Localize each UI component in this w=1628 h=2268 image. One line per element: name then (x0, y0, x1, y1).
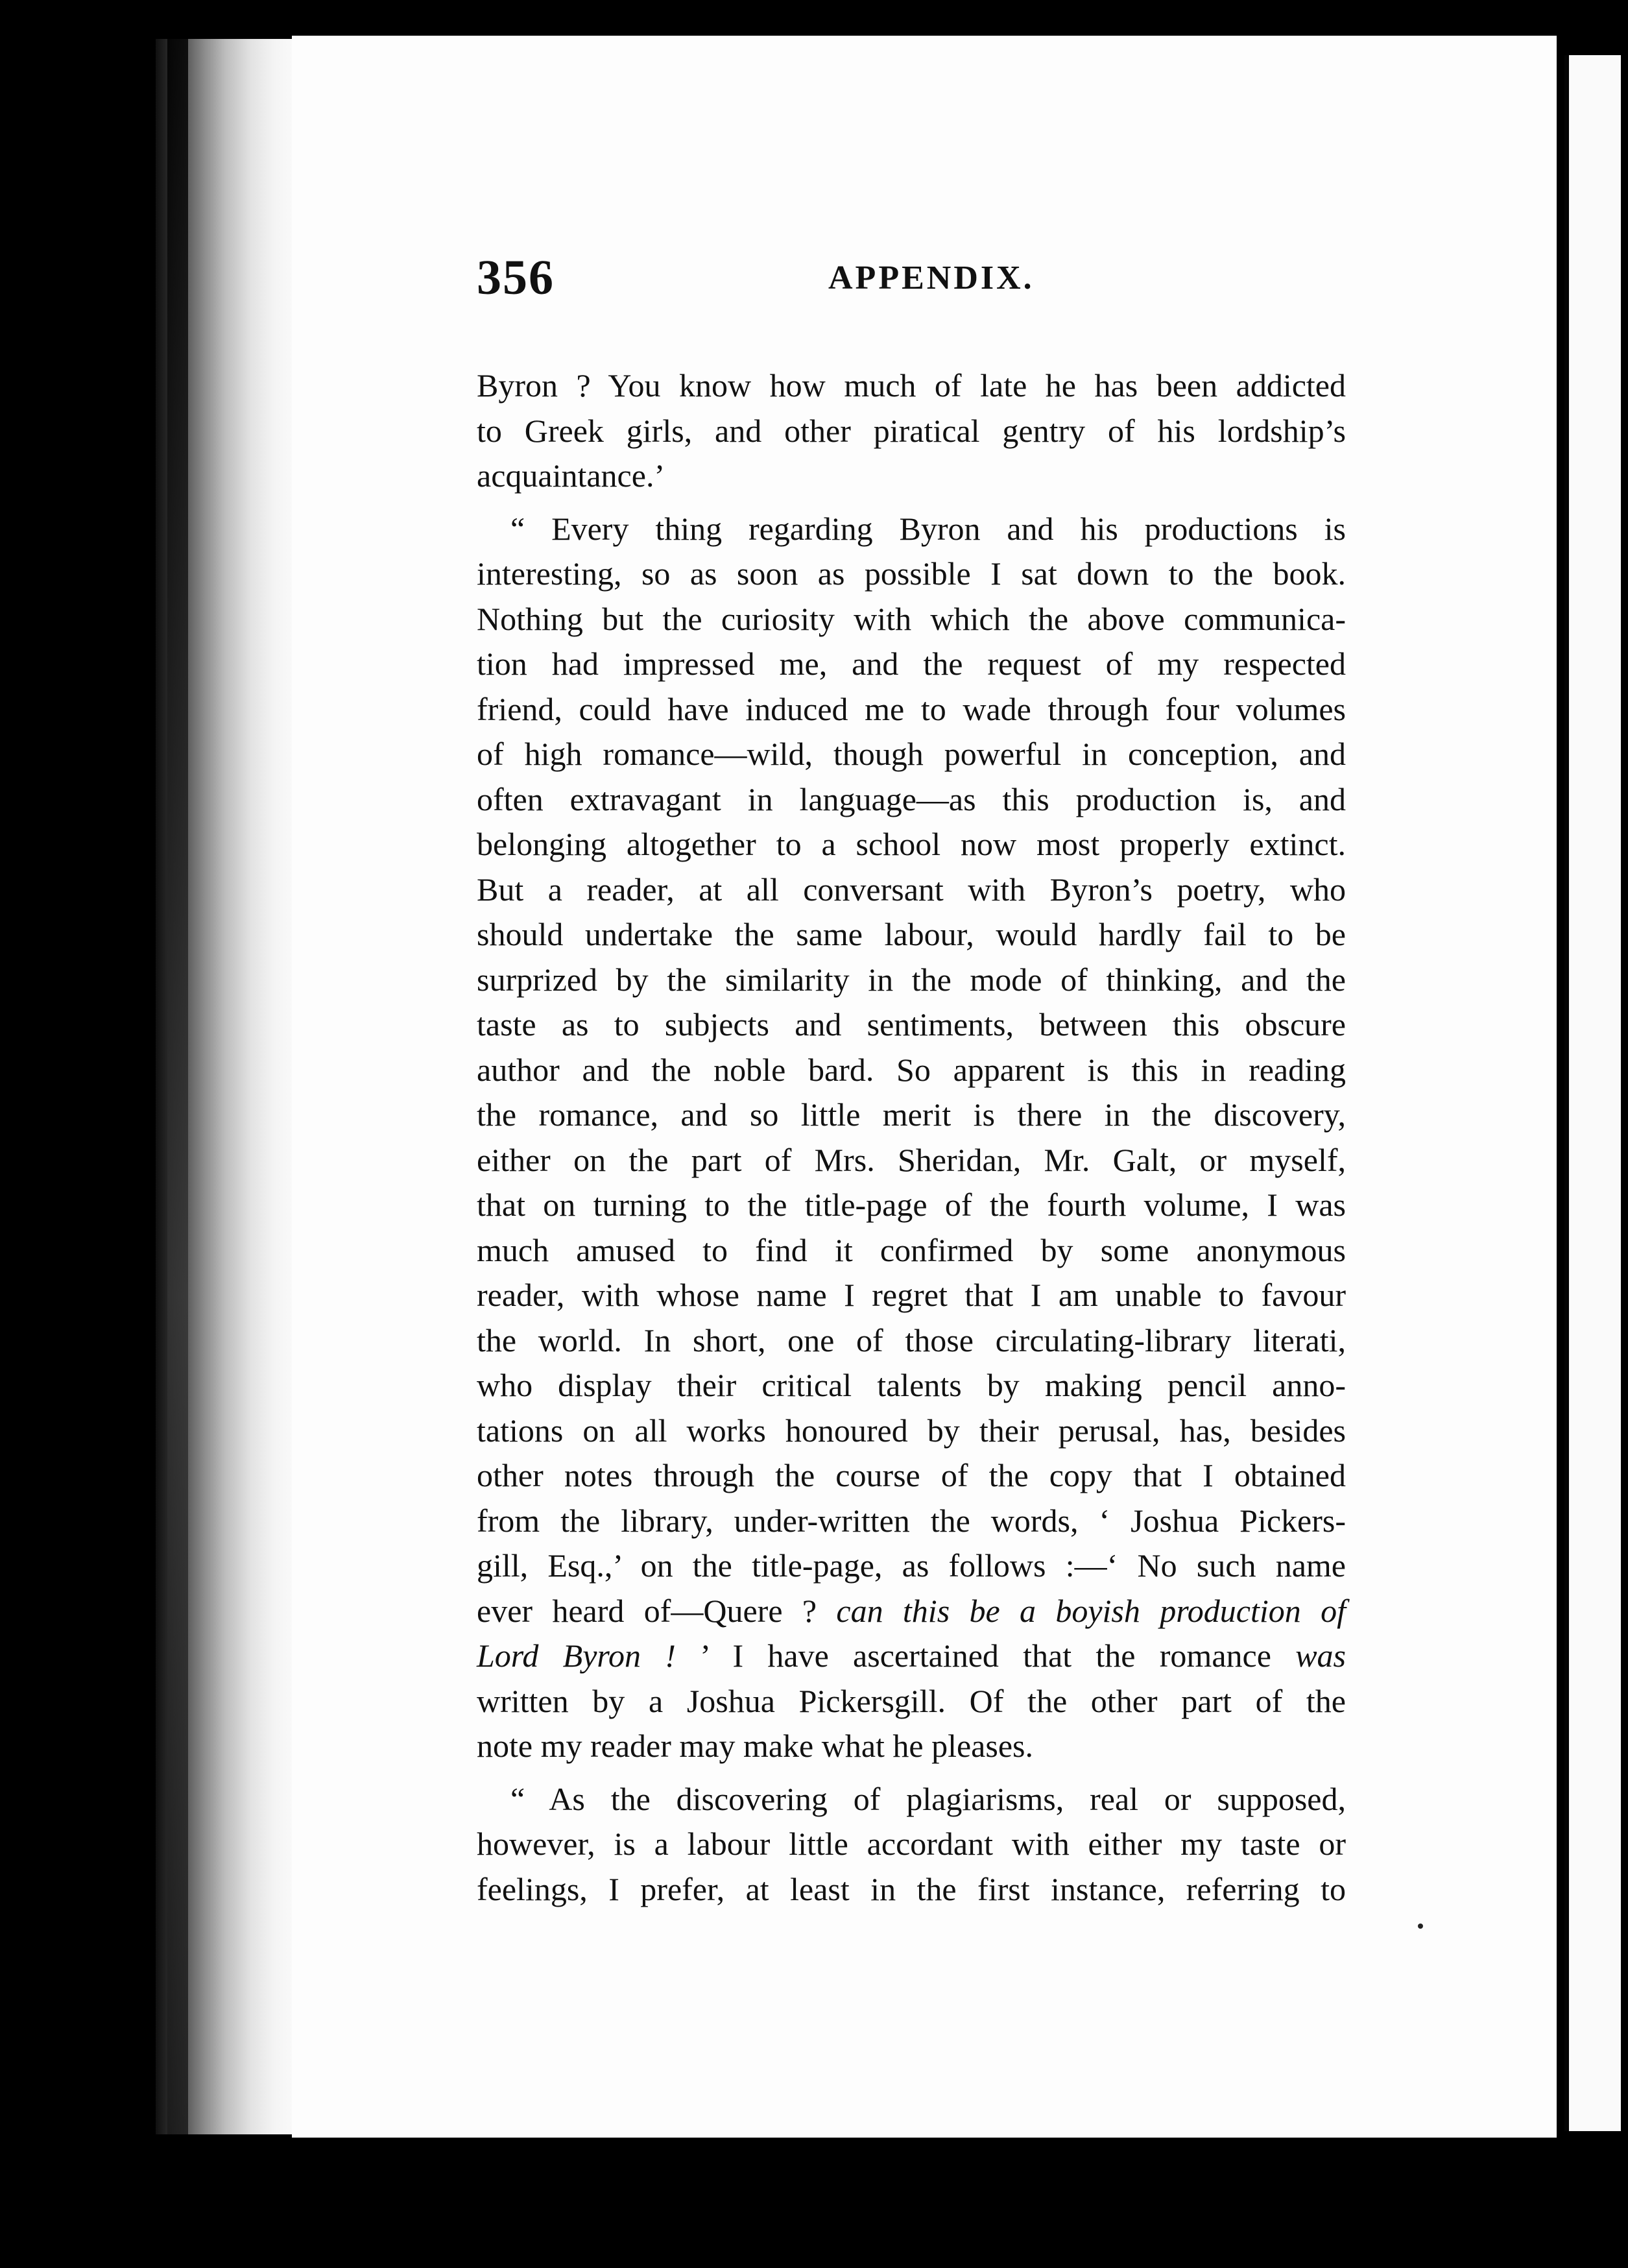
text-line: surprized by the similarity in the mode of thinking, and the (477, 961, 1346, 998)
text-line: either on the part of Mrs. Sheridan, Mr. Galt, or myself, (477, 1141, 1346, 1178)
text-line: other notes through the course of the copy that I obtained (477, 1457, 1346, 1493)
text-line: who display their critical talents by making pencil anno- (477, 1367, 1346, 1403)
body-text (477, 363, 1346, 1912)
text-line: ever heard of—Quere ? can this be a boyish production of (477, 1592, 1347, 1629)
text-line: But a reader, at all conversant with Byron’s poetry, who (477, 871, 1346, 908)
gutter-shadow (167, 39, 188, 2134)
text-line: of high romance—wild, though powerful in conception, and (477, 736, 1346, 772)
text-line: taste as to subjects and sentiments, between this obscure (477, 1006, 1346, 1043)
text-line: the world. In short, one of those circulating-library literati, (477, 1321, 1346, 1358)
running-head (477, 250, 1346, 328)
text-line: written by a Joshua Pickersgill. Of the other part of the (477, 1682, 1346, 1719)
text-line: reader, with whose name I regret that I am unable to favour (477, 1277, 1346, 1313)
text-line: interesting, so as soon as possible I sat down to the book. (477, 555, 1346, 592)
paragraph (477, 363, 1346, 499)
text-line: that on turning to the title-page of the fourth volume, I was (477, 1187, 1346, 1223)
text-line: feelings, I prefer, at least in the first instance, referring to (477, 1870, 1346, 1907)
text-line: tations on all works honoured by their perusal, has, besides (477, 1412, 1346, 1449)
text-line: Lord Byron ! ’ I have ascertained that the romance was (477, 1637, 1346, 1674)
text-line: gill, Esq.,’ on the title-page, as follows :—‘ No such name (477, 1547, 1346, 1584)
text-line: friend, could have induced me to wade through four volumes (477, 690, 1346, 727)
text-line: from the library, under-written the words, ‘ Joshua Pickers- (477, 1502, 1346, 1539)
paragraph (477, 507, 1346, 1769)
page-number: 356 (477, 250, 555, 305)
adjacent-page-edge (1564, 55, 1621, 2131)
text-line: often extravagant in language—as this production is, and (477, 780, 1346, 817)
text-line: Byron ? You know how much of late he has been addicted (477, 367, 1346, 404)
text-line: belonging altogether to a school now most properly extinct. (477, 826, 1346, 862)
text-line: tion had impressed me, and the request of my respected (477, 645, 1346, 682)
text-line: “ As the discovering of plagiarisms, real or supposed, (510, 1780, 1346, 1817)
text-line: much amused to find it confirmed by some anonymous (477, 1231, 1346, 1268)
text-line: to Greek girls, and other piratical gentry of his lordship’s (477, 412, 1346, 449)
text-line: note my reader may make what he pleases. (477, 1728, 1033, 1764)
text-line: author and the noble bard. So apparent is this in reading (477, 1051, 1346, 1088)
text-line: acquaintance.’ (477, 457, 665, 494)
text-line: Nothing but the curiosity with which the above communica- (477, 600, 1346, 637)
text-line: should undertake the same labour, would hardly fail to be (477, 916, 1346, 952)
ink-speck (1418, 1924, 1423, 1929)
text-line: the romance, and so little merit is there in the discovery, (477, 1096, 1346, 1133)
text-line: “ Every thing regarding Byron and his productions is (510, 510, 1346, 547)
paragraph (477, 1777, 1346, 1912)
book-page (292, 36, 1557, 2138)
text-line: however, is a labour little accordant with either my taste or (477, 1826, 1346, 1862)
page-heading: APPENDIX. (828, 259, 1035, 296)
